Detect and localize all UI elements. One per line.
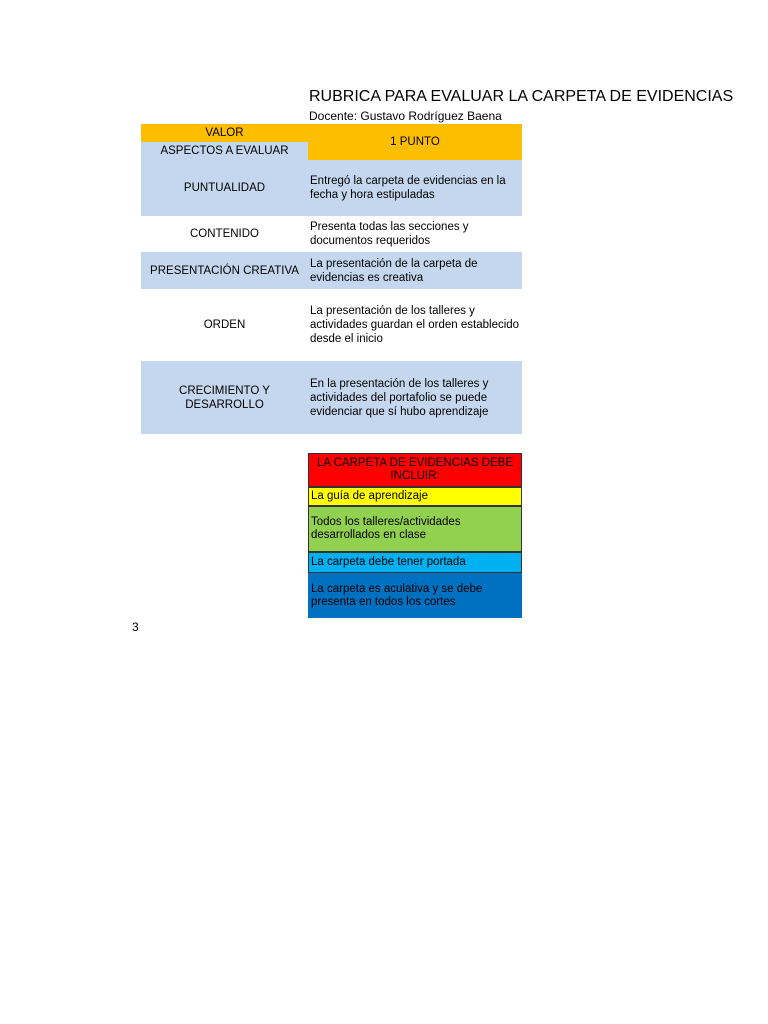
page-title: RUBRICA PARA EVALUAR LA CARPETA DE EVIDENCIAS (309, 88, 734, 105)
desc-orden: La presentación de los talleres y actividades guardan el orden establecido desde el inicio (310, 305, 520, 345)
aspect-puntualidad: PUNTUALIDAD (141, 160, 308, 216)
checklist-item-guia: La guía de aprendizaje (308, 487, 522, 506)
checklist-header: LA CARPETA DE EVIDENCIAS DEBE INCLUIR: (308, 453, 522, 487)
checklist-item-talleres: Todos los talleres/actividades desarrollados en clase (308, 506, 522, 552)
desc-presentacion: La presentación de la carpeta de evidencias es creativa (308, 252, 522, 289)
aspect-contenido: CONTENIDO (190, 228, 259, 240)
aspect-crecimiento: CRECIMIENTO Y DESARROLLO (141, 361, 308, 434)
page-number: 3 (132, 620, 139, 634)
desc-contenido: Presenta todas las secciones y documentos requeridos (310, 221, 469, 247)
checklist-item-portada: La carpeta debe tener portada (308, 552, 522, 573)
aspects-header: ASPECTOS A EVALUAR (141, 142, 308, 160)
desc-puntualidad: Entregó la carpeta de evidencias en la fecha y hora estipuladas (308, 160, 522, 216)
aspect-presentacion: PRESENTACIÓN CREATIVA (141, 252, 308, 289)
checklist-item-acumulativa: La carpeta es aculativa y se debe presenta en todos los cortes (308, 573, 522, 618)
valor-label: VALOR (141, 124, 308, 142)
aspect-orden: ORDEN (203, 319, 246, 331)
desc-crecimiento: En la presentación de los talleres y actividades del portafolio se puede evidenciar que sí hubo aprendizaje (308, 361, 522, 434)
score-header: 1 PUNTO (308, 124, 522, 160)
teacher-name: Docente: Gustavo Rodríguez Baena (309, 109, 502, 123)
